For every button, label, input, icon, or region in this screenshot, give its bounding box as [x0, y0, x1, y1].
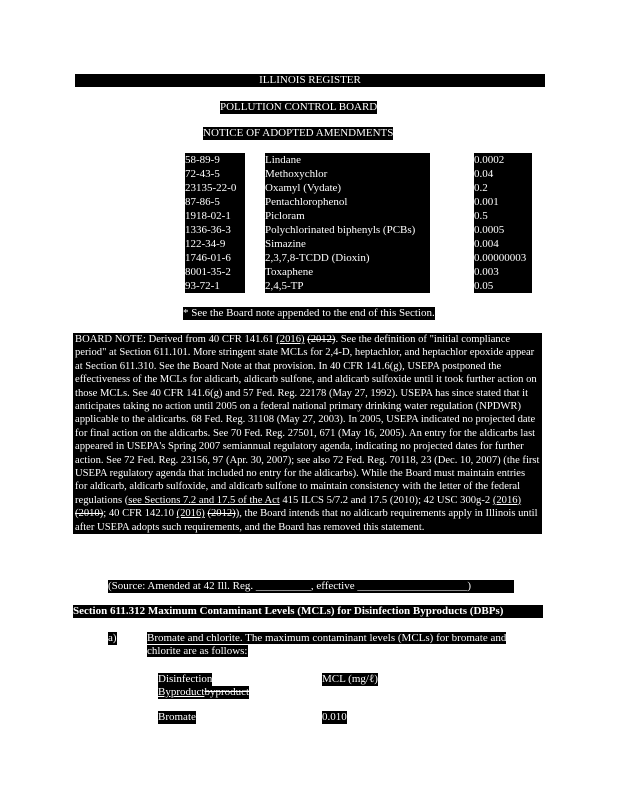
deleted-citation: (2010) [75, 508, 104, 520]
mcl-value: 0.2 [474, 181, 532, 195]
deleted-citation: (2012) [207, 508, 236, 520]
cas-number: 1918-02-1 [185, 209, 245, 223]
contaminant-name: Picloram [265, 209, 430, 223]
source-note: (Source: Amended at 42 Ill. Reg. __________, effective ____________________) [108, 580, 514, 593]
contaminant-name: Toxaphene [265, 265, 430, 279]
mcl-value: 0.05 [474, 279, 532, 293]
section-heading: Section 611.312 Maximum Contaminant Levels (MCLs) for Disinfection Byproducts (DBPs) [73, 605, 543, 618]
footnote: * See the Board note appended to the end of this Section. [183, 307, 435, 319]
mcl-value: 0.5 [474, 209, 532, 223]
contaminant-name: Methoxychlor [265, 167, 430, 181]
contaminant-name: 2,4,5-TP [265, 279, 430, 293]
cas-number: 72-43-5 [185, 167, 245, 181]
contaminant-name: 2,3,7,8-TCDD (Dioxin) [265, 251, 430, 265]
mcl-value: 0.04 [474, 167, 532, 181]
deleted-citation: (2012) [307, 334, 336, 345]
item-a-marker: a) [108, 632, 117, 644]
cas-number: 1746-01-6 [185, 251, 245, 265]
board-note-text: ; 40 CFR 142.10 [103, 508, 174, 520]
contaminant-name: Lindane [265, 153, 430, 167]
cas-number: 1336-36-3 [185, 223, 245, 237]
cas-number: 58-89-9 [185, 153, 245, 167]
column-mcl: MCL (mg/ℓ) [322, 673, 378, 685]
cas-number: 87-86-5 [185, 195, 245, 209]
inserted-citation: (2016) [276, 334, 305, 345]
cas-number: 93-72-1 [185, 279, 245, 293]
column-disinfection: Disinfection [158, 673, 213, 685]
board-note-text: 415 ILCS 5/7.2 and 17.5 (2010); 42 USC 300g-2 [279, 494, 491, 506]
mcl-value: 0.00000003 [474, 251, 532, 265]
inserted-citation: (2016) [176, 508, 205, 520]
board-note-text: BOARD NOTE: Derived from 40 CFR 141.61 [75, 334, 274, 345]
cas-number: 122-34-9 [185, 237, 245, 251]
deleted-word: byproduct [204, 686, 250, 698]
mcl-value: 0.001 [474, 195, 532, 209]
contaminant-name: Polychlorinated biphenyls (PCBs) [265, 223, 430, 237]
notice-title: NOTICE OF ADOPTED AMENDMENTS [203, 127, 394, 139]
inserted-citation: see Sections 7.2 and 17.5 of the Act [128, 494, 280, 506]
mcl-value: 0.0002 [474, 153, 532, 167]
inserted-citation: (2016) [492, 494, 522, 506]
mcl-value: 0.0005 [474, 223, 532, 237]
bromate-mcl-value: 0.010 [322, 711, 347, 723]
contaminant-name: Simazine [265, 237, 430, 251]
mcl-value: 0.003 [474, 265, 532, 279]
inserted-word: Byproduct [158, 686, 205, 698]
item-a-text [147, 632, 537, 658]
contaminant-name: Oxamyl (Vydate) [265, 181, 430, 195]
board-note-text: . See the definition of "initial compliance period" at Section 611.101. More stringent state MCLs for 2,4-D, heptachlor, and heptachlor epoxide appear at Section 611.310. See the Board Note at that provision. In 40 CFR 141.6(g), USEPA postponed the effectiveness of the MCLs for aldicarb, aldicarb sulfone, and aldicarb sulfoxide until it took further action on those MCLs. See 40 CFR 141.6(g) and 57 Fed. Reg. 22178 (May 27, 1992). USEPA has since stated that it anticipates taking no action until 2005 on a federal national primary drinking water regulation (NPDWR) applicable to the aldicarbs. 68 Fed. Reg. 31108 (May 27, 2003). In 2005, USEPA indicated no projected date for final action on the aldicarbs. See 70 Fed. Reg. 27501, 671 (May 16, 2005). An entry for the aldicarbs last appeared in USEPA's Spring 2007 semiannual regulatory agenda, indicating no projected dates for further action. See 72 Fed. Reg. 23156, 97 (Apr. 30, 2007); see also 72 Fed. Reg. 70118, 23 (Dec. 10, 2007) (the first USEPA regulatory agenda that included no entry for the aldicarbs). While the Board must maintain entries for aldicarb, aldicarb sulfoxide, and aldicarb sulfone to maintain consistency with the letter of the federal regulations ( [75, 334, 540, 506]
item-a-body: Bromate and chlorite. The maximum contaminant levels (MCLs) for bromate and chlorite are as follows: [147, 632, 507, 657]
contaminant-name: Pentachlorophenol [265, 195, 430, 209]
board-note [73, 333, 542, 534]
bromate-label: Bromate [158, 711, 196, 723]
cas-number: 23135-22-0 [185, 181, 245, 195]
mcl-value: 0.004 [474, 237, 532, 251]
board-note-text: ), the Board intends that no aldicarb requirements apply in Illinois until after USEPA adopts such requirements, and the Board has removed this statement. [75, 508, 538, 533]
column-byproduct [158, 686, 249, 699]
agency-name: POLLUTION CONTROL BOARD [220, 101, 378, 113]
cas-number: 8001-35-2 [185, 265, 245, 279]
register-header: ILLINOIS REGISTER [75, 74, 545, 87]
